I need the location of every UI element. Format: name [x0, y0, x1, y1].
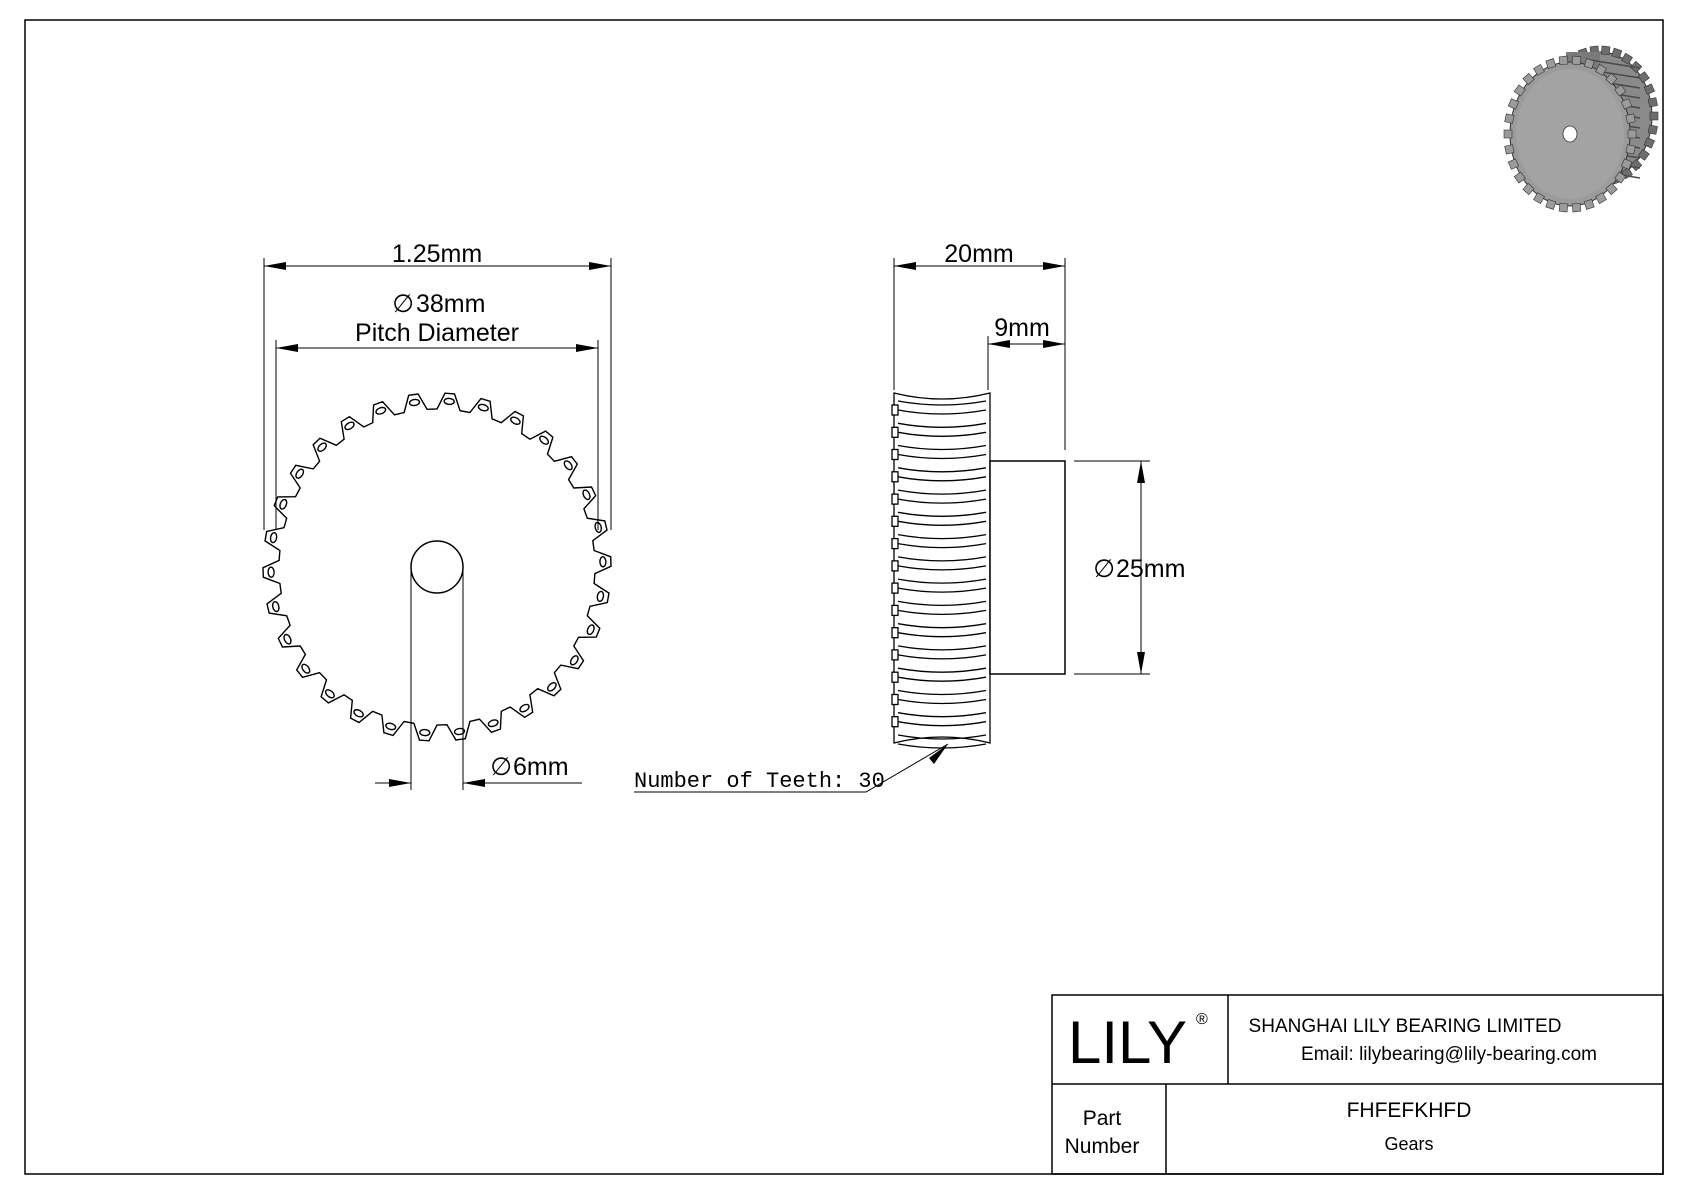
- company-name: SHANGHAI LILY BEARING LIMITED: [1248, 1016, 1562, 1037]
- tooth-edge: [892, 695, 898, 705]
- tooth-detail: [279, 499, 288, 511]
- thumb-tooth: [1626, 114, 1635, 123]
- bore-value: 6mm: [513, 753, 569, 781]
- tooth-edge: [892, 450, 898, 460]
- title-block: [1052, 995, 1663, 1174]
- thumb-tooth: [1572, 203, 1581, 212]
- thumb-tooth: [1504, 130, 1512, 138]
- arrowhead: [264, 262, 286, 270]
- tooth-detail: [444, 398, 454, 405]
- teeth-note: Number of Teeth: 30: [634, 769, 885, 794]
- tooth-edge: [892, 605, 898, 615]
- tooth-detail: [375, 406, 386, 415]
- thumb-tooth: [1505, 145, 1514, 154]
- arrowhead: [463, 779, 485, 787]
- tooth-edge: [892, 405, 898, 415]
- tooth-edge: [892, 717, 898, 727]
- tooth-detail: [272, 601, 280, 612]
- arrowhead: [1137, 652, 1145, 674]
- hub-diameter-label: 25mm: [1116, 555, 1186, 583]
- gear-side-body: [892, 393, 990, 748]
- hub-width-label: 9mm: [994, 314, 1050, 342]
- arrowhead: [576, 344, 598, 352]
- thumb-tooth: [1628, 130, 1636, 138]
- thumb-tooth: [1505, 114, 1514, 123]
- tooth-edge: [892, 650, 898, 660]
- arrowhead: [276, 344, 298, 352]
- company-logo: LILY: [1068, 1009, 1187, 1076]
- thumb-tooth-back: [1650, 112, 1658, 120]
- tooth-edge: [892, 427, 898, 437]
- tooth-detail: [546, 681, 557, 692]
- tooth-detail: [283, 633, 293, 645]
- tooth-detail: [510, 416, 522, 426]
- tooth-detail: [487, 719, 498, 728]
- tooth-detail: [324, 688, 336, 699]
- tooth-detail: [316, 442, 327, 453]
- arrowhead: [1043, 262, 1065, 270]
- thumb-tooth: [1626, 145, 1635, 154]
- sheet-border: [25, 20, 1663, 1174]
- tooth-edge: [892, 583, 898, 593]
- tooth-detail: [353, 708, 365, 718]
- tooth-detail: [582, 489, 592, 501]
- tooth-detail: [600, 557, 606, 567]
- pitch-diameter-value: 38mm: [416, 290, 486, 318]
- registered-mark: ®: [1196, 1011, 1208, 1028]
- tooth-detail: [519, 703, 531, 713]
- tooth-detail: [478, 403, 489, 412]
- tooth-detail: [344, 421, 356, 431]
- part-category: Gears: [1384, 1134, 1434, 1154]
- tooth-detail: [294, 468, 305, 480]
- tooth-edge: [892, 672, 898, 682]
- arrowhead: [1137, 461, 1145, 483]
- tooth-detail: [538, 435, 550, 446]
- module-label: 1.25mm: [391, 240, 483, 268]
- front-view: [263, 240, 611, 790]
- arrowhead: [894, 262, 916, 270]
- thumb-tooth: [1572, 56, 1581, 65]
- pitch-diameter-label: Pitch Diameter: [355, 319, 519, 347]
- tooth-detail: [586, 624, 595, 636]
- tooth-edge: [892, 494, 898, 504]
- part-label-line1: Part: [1082, 1107, 1122, 1130]
- tooth-detail: [268, 567, 274, 577]
- tooth-detail: [270, 532, 278, 543]
- thumb-tooth: [1559, 56, 1568, 65]
- tooth-detail: [409, 399, 420, 406]
- diameter-symbol: ∅: [490, 753, 512, 781]
- part-label-line2: Number: [1064, 1135, 1140, 1158]
- tooth-detail: [597, 591, 605, 602]
- tooth-edge: [892, 561, 898, 571]
- company-email: Email: lilybearing@lily-bearing.com: [1301, 1044, 1597, 1065]
- tooth-detail: [569, 654, 580, 666]
- tooth-detail: [563, 460, 574, 472]
- thumb-tooth-back: [1648, 125, 1657, 134]
- diameter-symbol: ∅: [1093, 555, 1115, 583]
- thumb-tooth-back: [1601, 46, 1610, 55]
- side-view: [634, 240, 1185, 794]
- total-width-label: 20mm: [944, 240, 1014, 268]
- tooth-edge: [892, 539, 898, 549]
- tooth-edge: [892, 472, 898, 482]
- tooth-edge: [892, 628, 898, 638]
- tooth-detail: [385, 722, 396, 731]
- part-number: FHFEFKHFD: [1346, 1099, 1472, 1122]
- diameter-symbol: ∅: [392, 290, 414, 318]
- hub-outline: [990, 461, 1065, 674]
- gear-3d-thumbnail: [1504, 46, 1658, 212]
- tooth-edge: [892, 516, 898, 526]
- tooth-detail: [420, 729, 430, 736]
- bore-circle: [411, 541, 463, 593]
- tooth-detail: [300, 663, 311, 675]
- arrowhead: [389, 779, 411, 787]
- thumb-tooth: [1559, 203, 1568, 212]
- arrowhead: [589, 262, 611, 270]
- thumb-tooth-back: [1648, 98, 1657, 107]
